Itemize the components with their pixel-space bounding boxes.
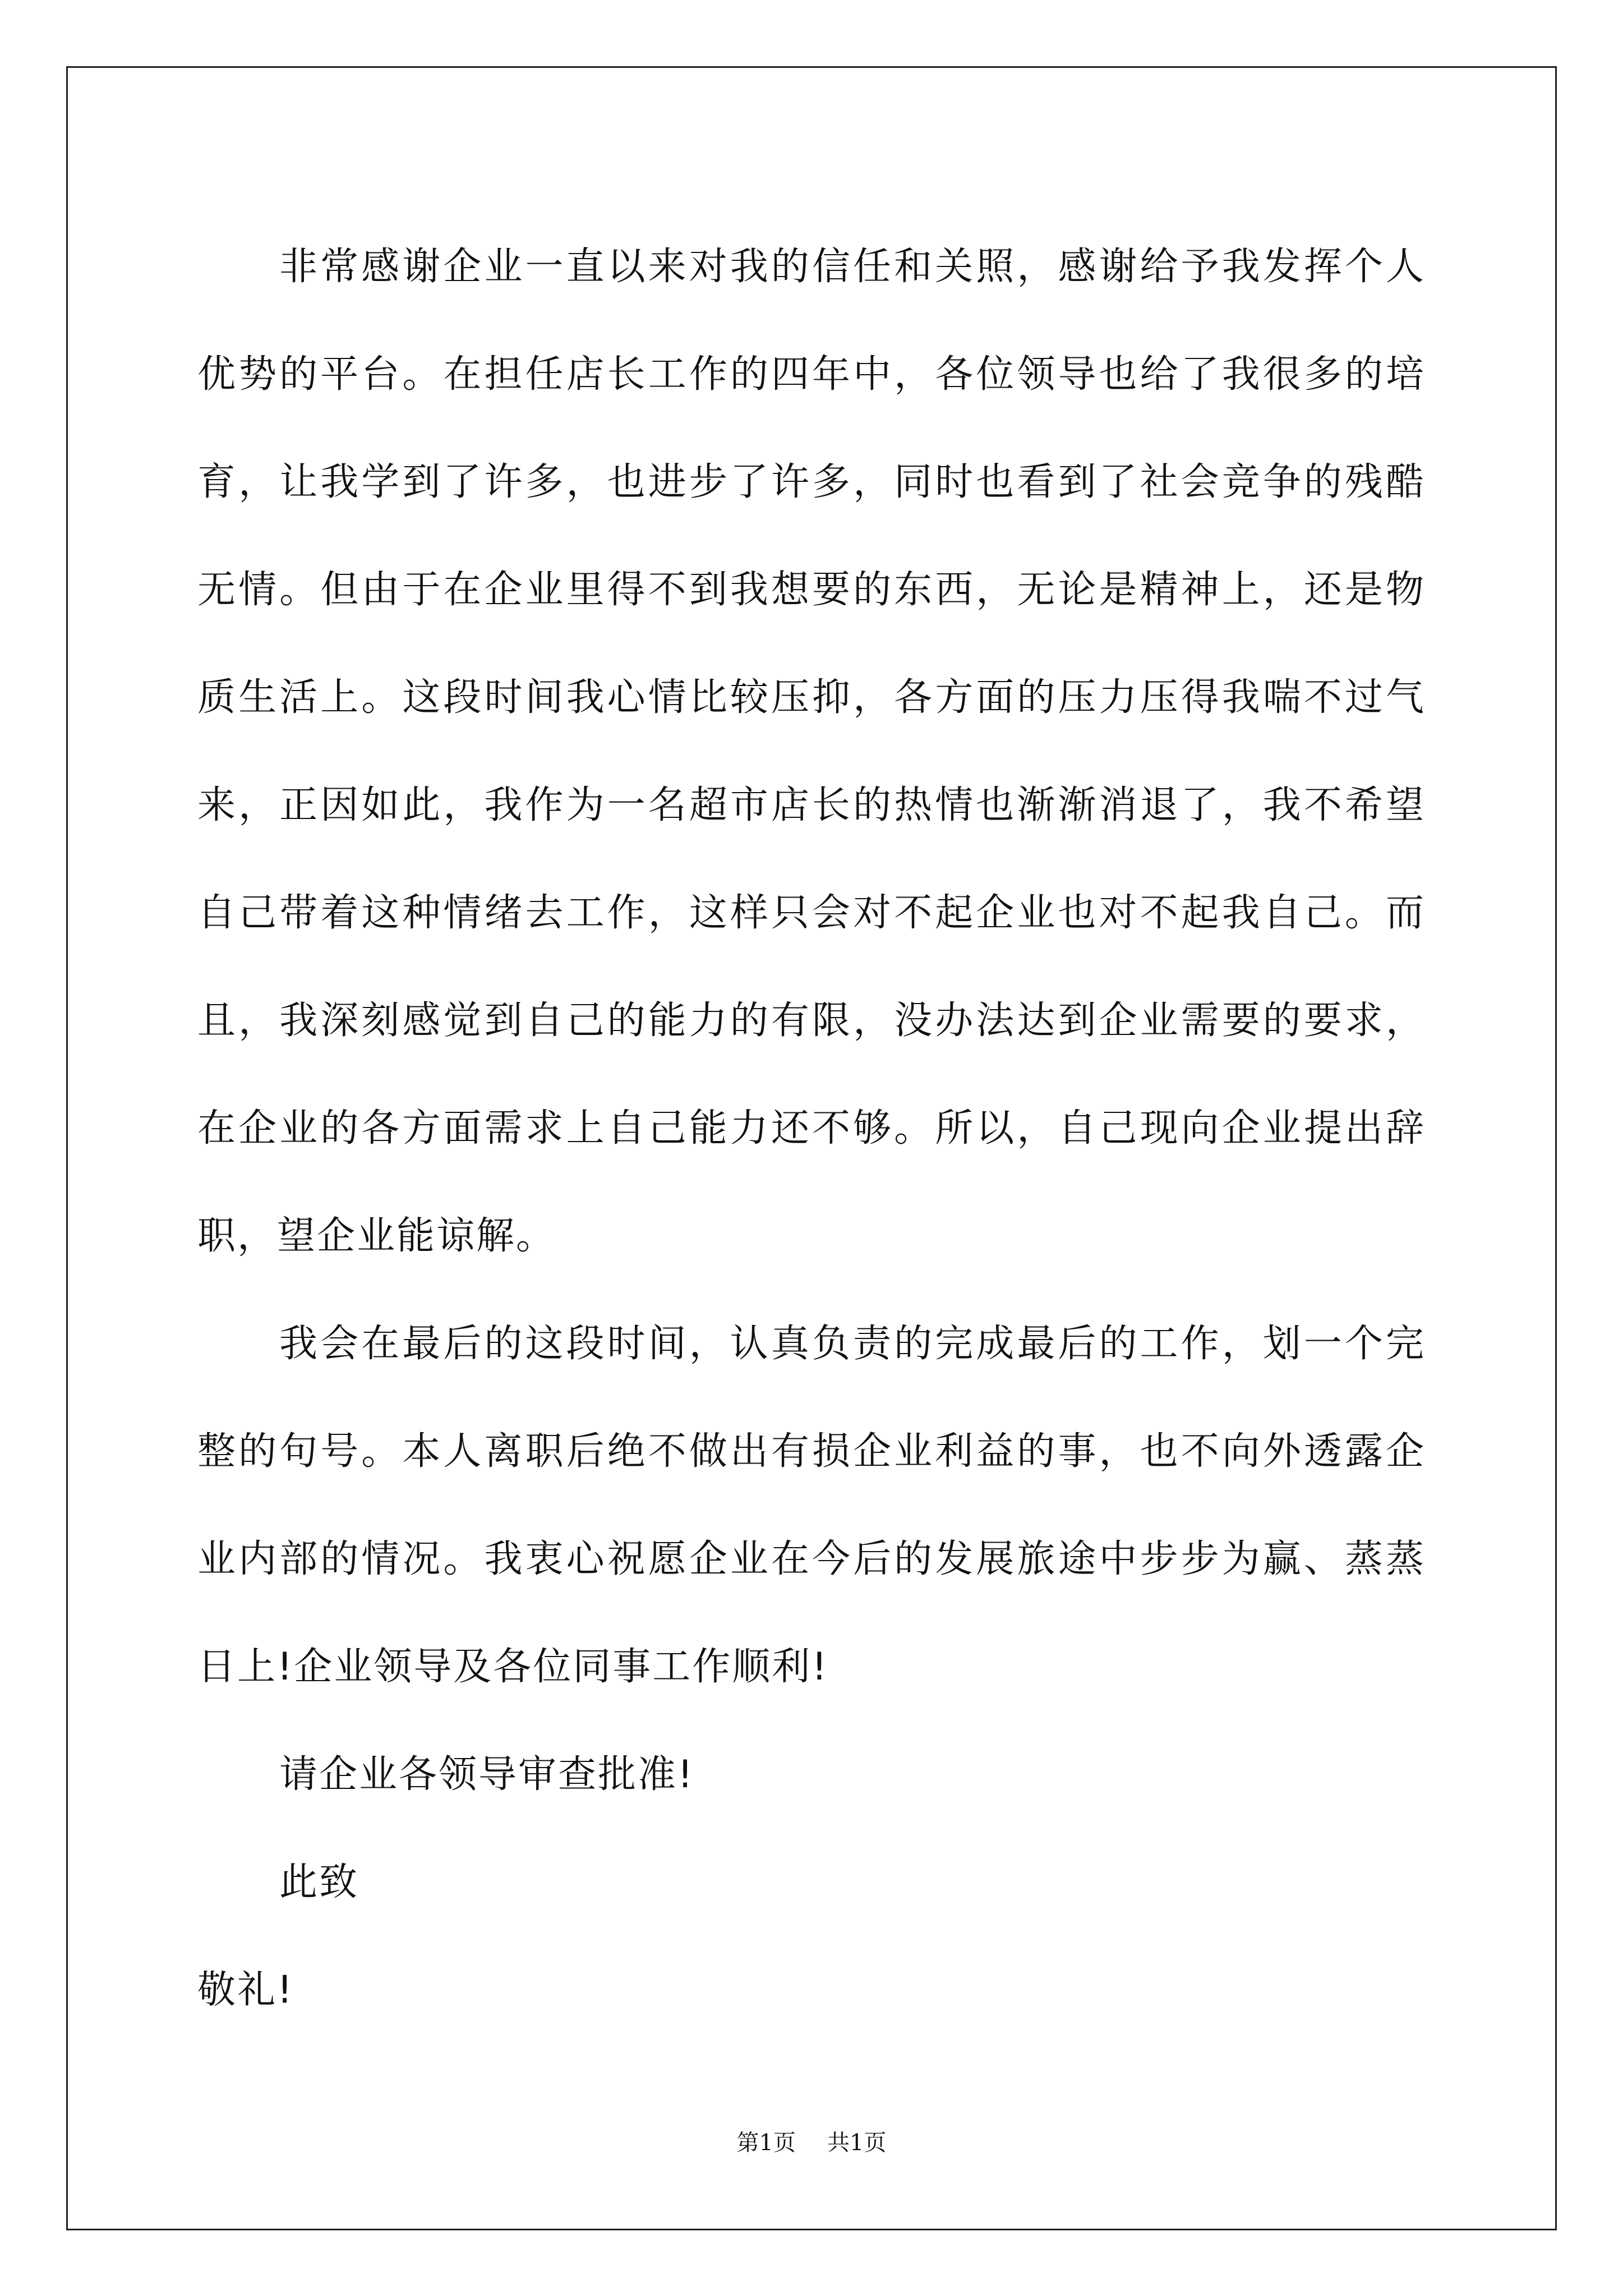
letter-body — [197, 213, 1426, 2044]
paragraph-commitment: 我会在最后的这段时间，认真负责的完成最后的工作，划一个完整的句号。本人离职后绝不做出有损企业利益的事，也不向外透露企业内部的情况。我衷心祝愿企业在今后的发展旅途中步步为赢、蒸蒸日上!企业领导及各位同事工作顺利! — [197, 1322, 1426, 1689]
paragraph-request-approval: 请企业各领导审查批准! — [279, 1752, 695, 1797]
page-number-current: 第1页 — [736, 2130, 796, 2156]
closing-greeting: 敬礼! — [197, 1968, 294, 2012]
paragraph-gratitude: 非常感谢企业一直以来对我的信任和关照，感谢给予我发挥个人优势的平台。在担任店长工作的四年中，各位领导也给了我很多的培育，让我学到了许多，也进步了许多，同时也看到了社会竞争的残酷无情。但由于在企业里得不到我想要的东西，无论是精神上，还是物质生活上。这段时间我心情比较压抑，各方面的压力压得我喘不过气来，正因如此，我作为一名超市店长的热情也渐渐消退了，我不希望自己带着这种情绪去工作，这样只会对不起企业也对不起我自己。而且，我深刻感觉到自己的能力的有限，没办法达到企业需要的要求，在企业的各方面需求上自己能力还不够。所以，自己现向企业提出辞职，望企业能谅解。 — [197, 245, 1426, 1258]
paragraph-salutation: 此致 — [279, 1860, 359, 1904]
page-footer — [0, 2126, 1623, 2160]
page-number-total: 共1页 — [827, 2130, 887, 2156]
